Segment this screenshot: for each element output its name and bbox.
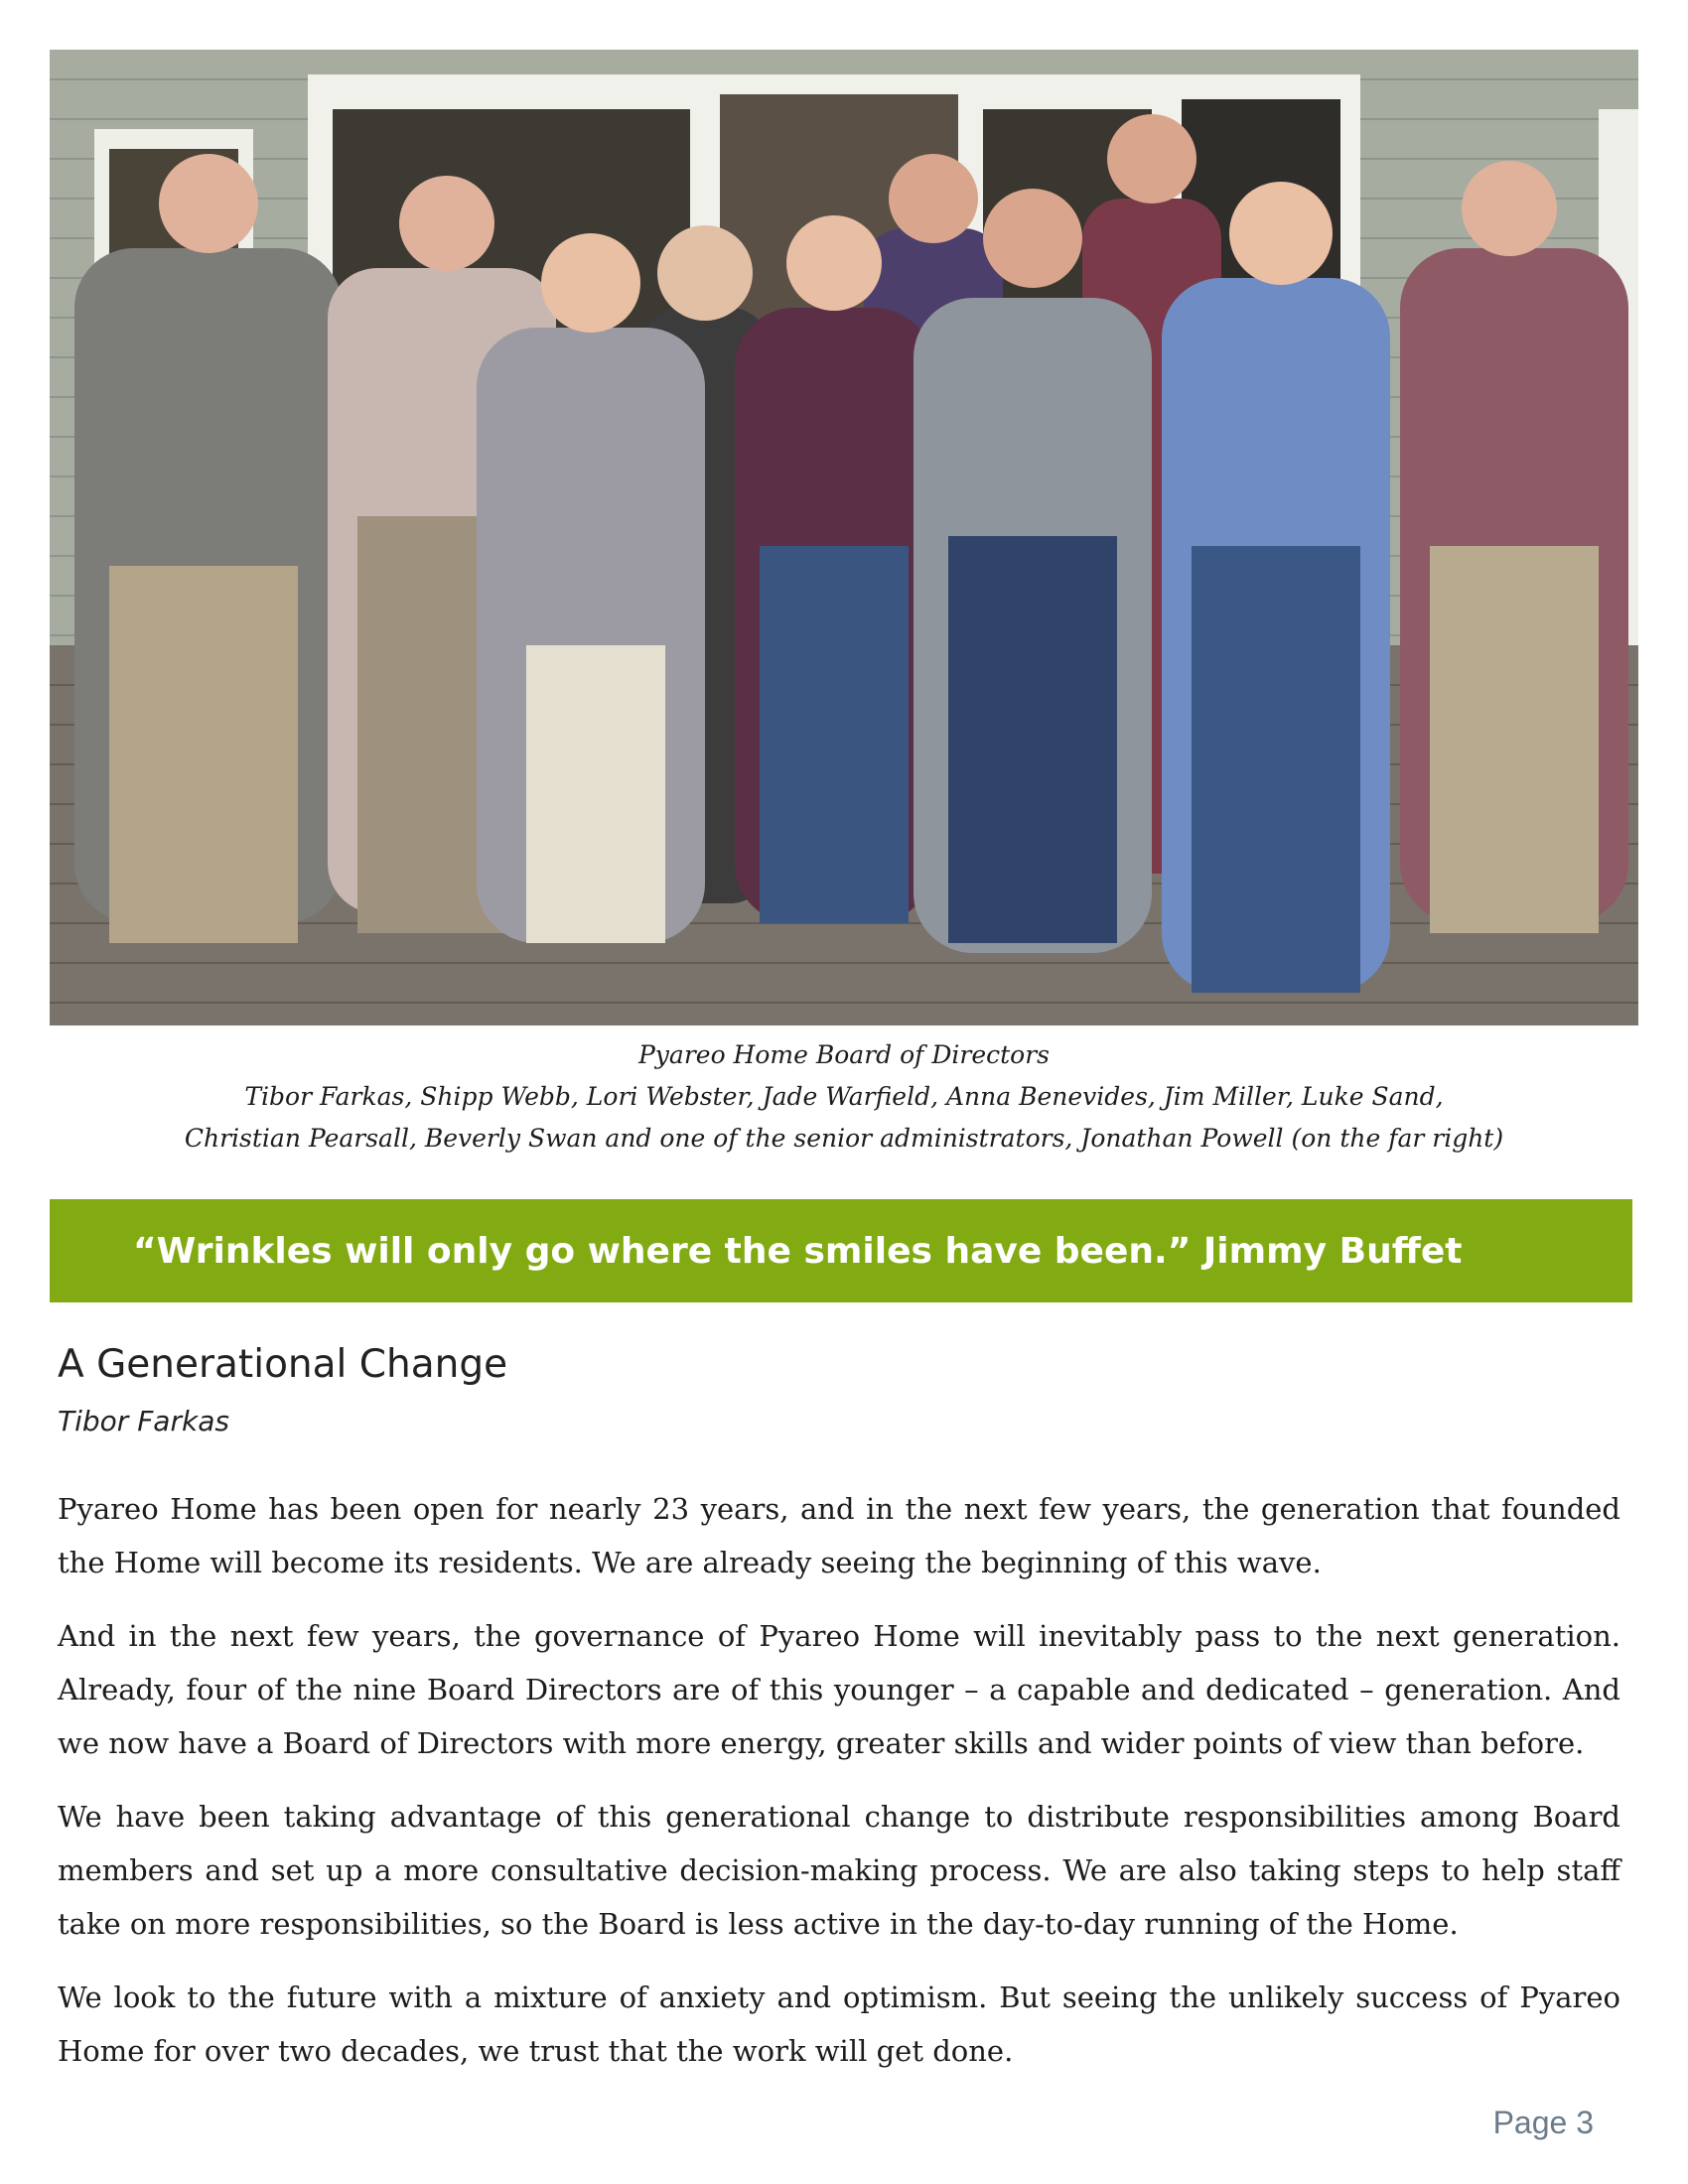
paragraph: And in the next few years, the governance of Pyareo Home will inevitably pass to the next generation. Already, four of the nine Board Directors are of this younger – a capable and dedicated – generation. And we now have a Board of Directors with more energy, greater skills and wider points of view than before. xyxy=(58,1619,1620,1760)
paragraph: Pyareo Home has been open for nearly 23 years, and in the next few years, the generation that founded the Home will become its residents. We are already seeing the beginning of this wave. xyxy=(58,1492,1620,1579)
caption-names-line-2: Christian Pearsall, Beverly Swan and one of the senior administrators, Jonathan Powell (on the far right) xyxy=(184,1124,1504,1153)
caption-names-line-1: Tibor Farkas, Shipp Webb, Lori Webster, Jade Warfield, Anna Benevides, Jim Miller, Luke Sand, xyxy=(244,1082,1444,1111)
quote-banner xyxy=(50,1199,1632,1302)
article-author: Tibor Farkas xyxy=(58,1405,229,1437)
article-body xyxy=(58,1482,1620,2098)
page-number: Page 3 xyxy=(1492,2105,1594,2140)
article-title: A Generational Change xyxy=(58,1342,508,1387)
caption-title: Pyareo Home Board of Directors xyxy=(637,1040,1051,1069)
paragraph: We have been taking advantage of this generational change to distribute responsibilities among Board members and set up a more consultative decision-making process. We are also taking steps to help staff take on more responsibilities, so the Board is less active in the day-to-day running of the Home. xyxy=(58,1800,1620,1941)
paragraph: We look to the future with a mixture of anxiety and optimism. But seeing the unlikely success of Pyareo Home for over two decades, we trust that the work will get done. xyxy=(58,1980,1620,2068)
photo-caption xyxy=(50,1034,1638,1160)
board-group-photo xyxy=(50,50,1638,1025)
quote-text: “Wrinkles will only go where the smiles have been.” Jimmy Buffet xyxy=(133,1230,1463,1272)
